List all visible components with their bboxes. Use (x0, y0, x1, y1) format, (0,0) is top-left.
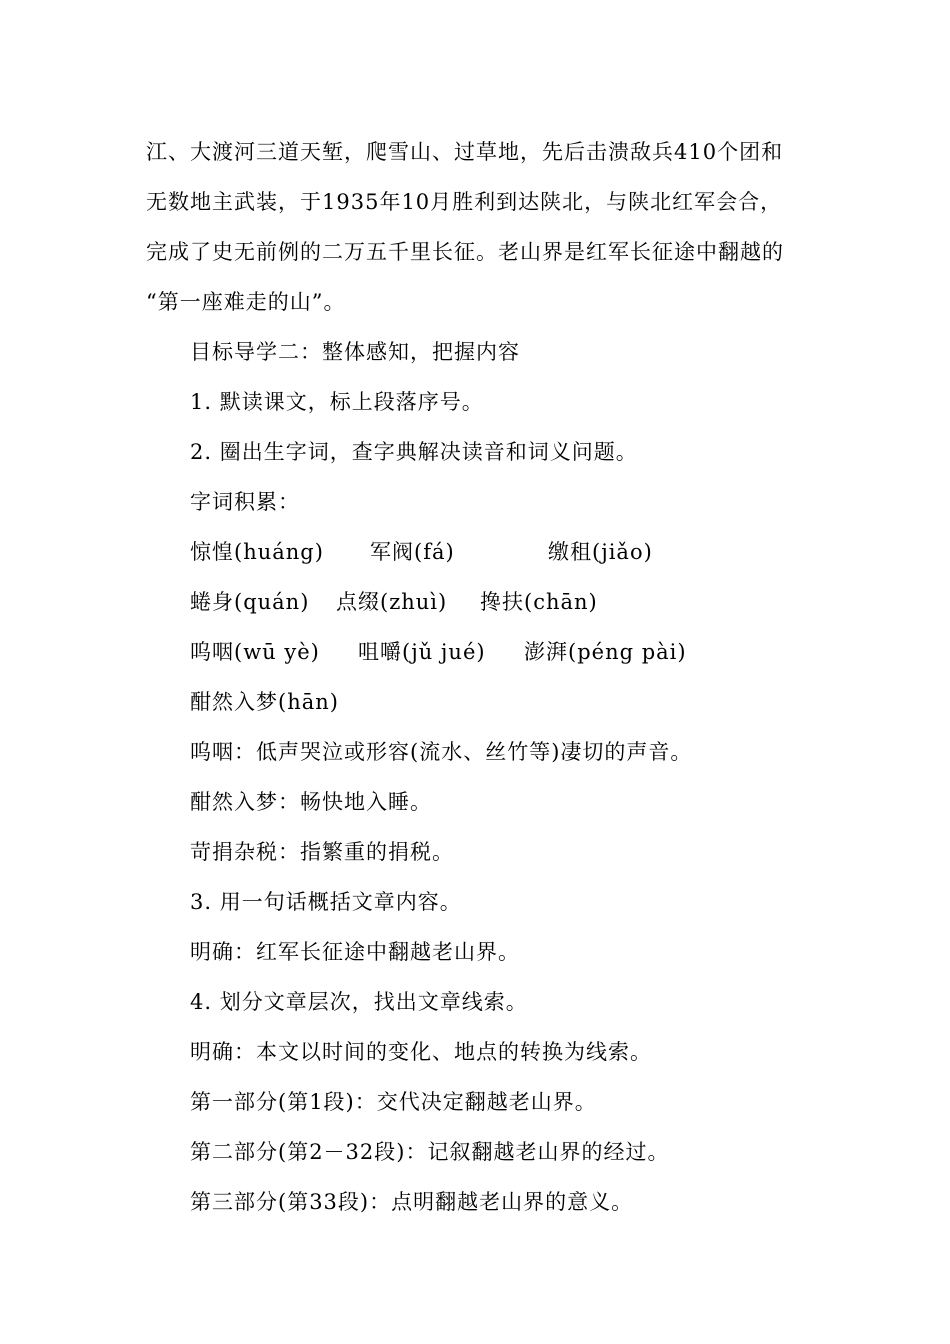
part-line: 第一部分(第1段)：交代决定翻越老山界。 (190, 1090, 597, 1114)
answer-line: 明确：本文以时间的变化、地点的转换为线索。 (190, 1040, 652, 1064)
task-1: 1. 默读课文，标上段落序号。 (190, 390, 484, 414)
definition-line: 呜咽：低声哭泣或形容(流水、丝竹等)凄切的声音。 (190, 740, 693, 764)
vocab-item: 搀扶(chān) (480, 590, 598, 614)
vocab-item: 军阀(fá) (370, 540, 455, 564)
vocab-heading: 字词积累： (190, 490, 300, 514)
section-heading: 目标导学二：整体感知，把握内容 (190, 340, 520, 364)
vocab-item: 蜷身(quán) (190, 590, 310, 614)
task-4: 4. 划分文章层次，找出文章线索。 (190, 990, 528, 1014)
vocab-item: 呜咽(wū yè) (190, 640, 320, 664)
definition-line: 酣然入梦：畅快地入睡。 (190, 790, 432, 814)
vocab-item: 缴租(jiǎo) (548, 540, 653, 564)
vocab-item: 酣然入梦(hān) (190, 690, 339, 714)
vocab-item: 澎湃(péng pài) (524, 640, 687, 664)
task-2: 2. 圈出生字词，查字典解决读音和词义问题。 (190, 440, 638, 464)
answer-line: 明确：红军长征途中翻越老山界。 (190, 940, 520, 964)
paragraph-line-4: “第一座难走的山”。 (146, 290, 346, 314)
vocab-item: 惊惶(huáng) (190, 540, 324, 564)
part-line: 第二部分(第2－32段)：记叙翻越老山界的经过。 (190, 1140, 670, 1164)
paragraph-line-2: 无数地主武装，于1935年10月胜利到达陕北，与陕北红军会合， (146, 190, 783, 214)
part-line: 第三部分(第33段)：点明翻越老山界的意义。 (190, 1190, 634, 1214)
paragraph-line-1: 江、大渡河三道天堑，爬雪山、过草地，先后击溃敌兵410个团和 (146, 140, 784, 164)
vocab-item: 咀嚼(jǔ jué) (358, 640, 486, 664)
paragraph-line-3: 完成了史无前例的二万五千里长征。老山界是红军长征途中翻越的 (146, 240, 784, 264)
task-3: 3. 用一句话概括文章内容。 (190, 890, 462, 914)
vocab-item: 点缀(zhuì) (336, 590, 448, 614)
definition-line: 苛捐杂税：指繁重的捐税。 (190, 840, 454, 864)
